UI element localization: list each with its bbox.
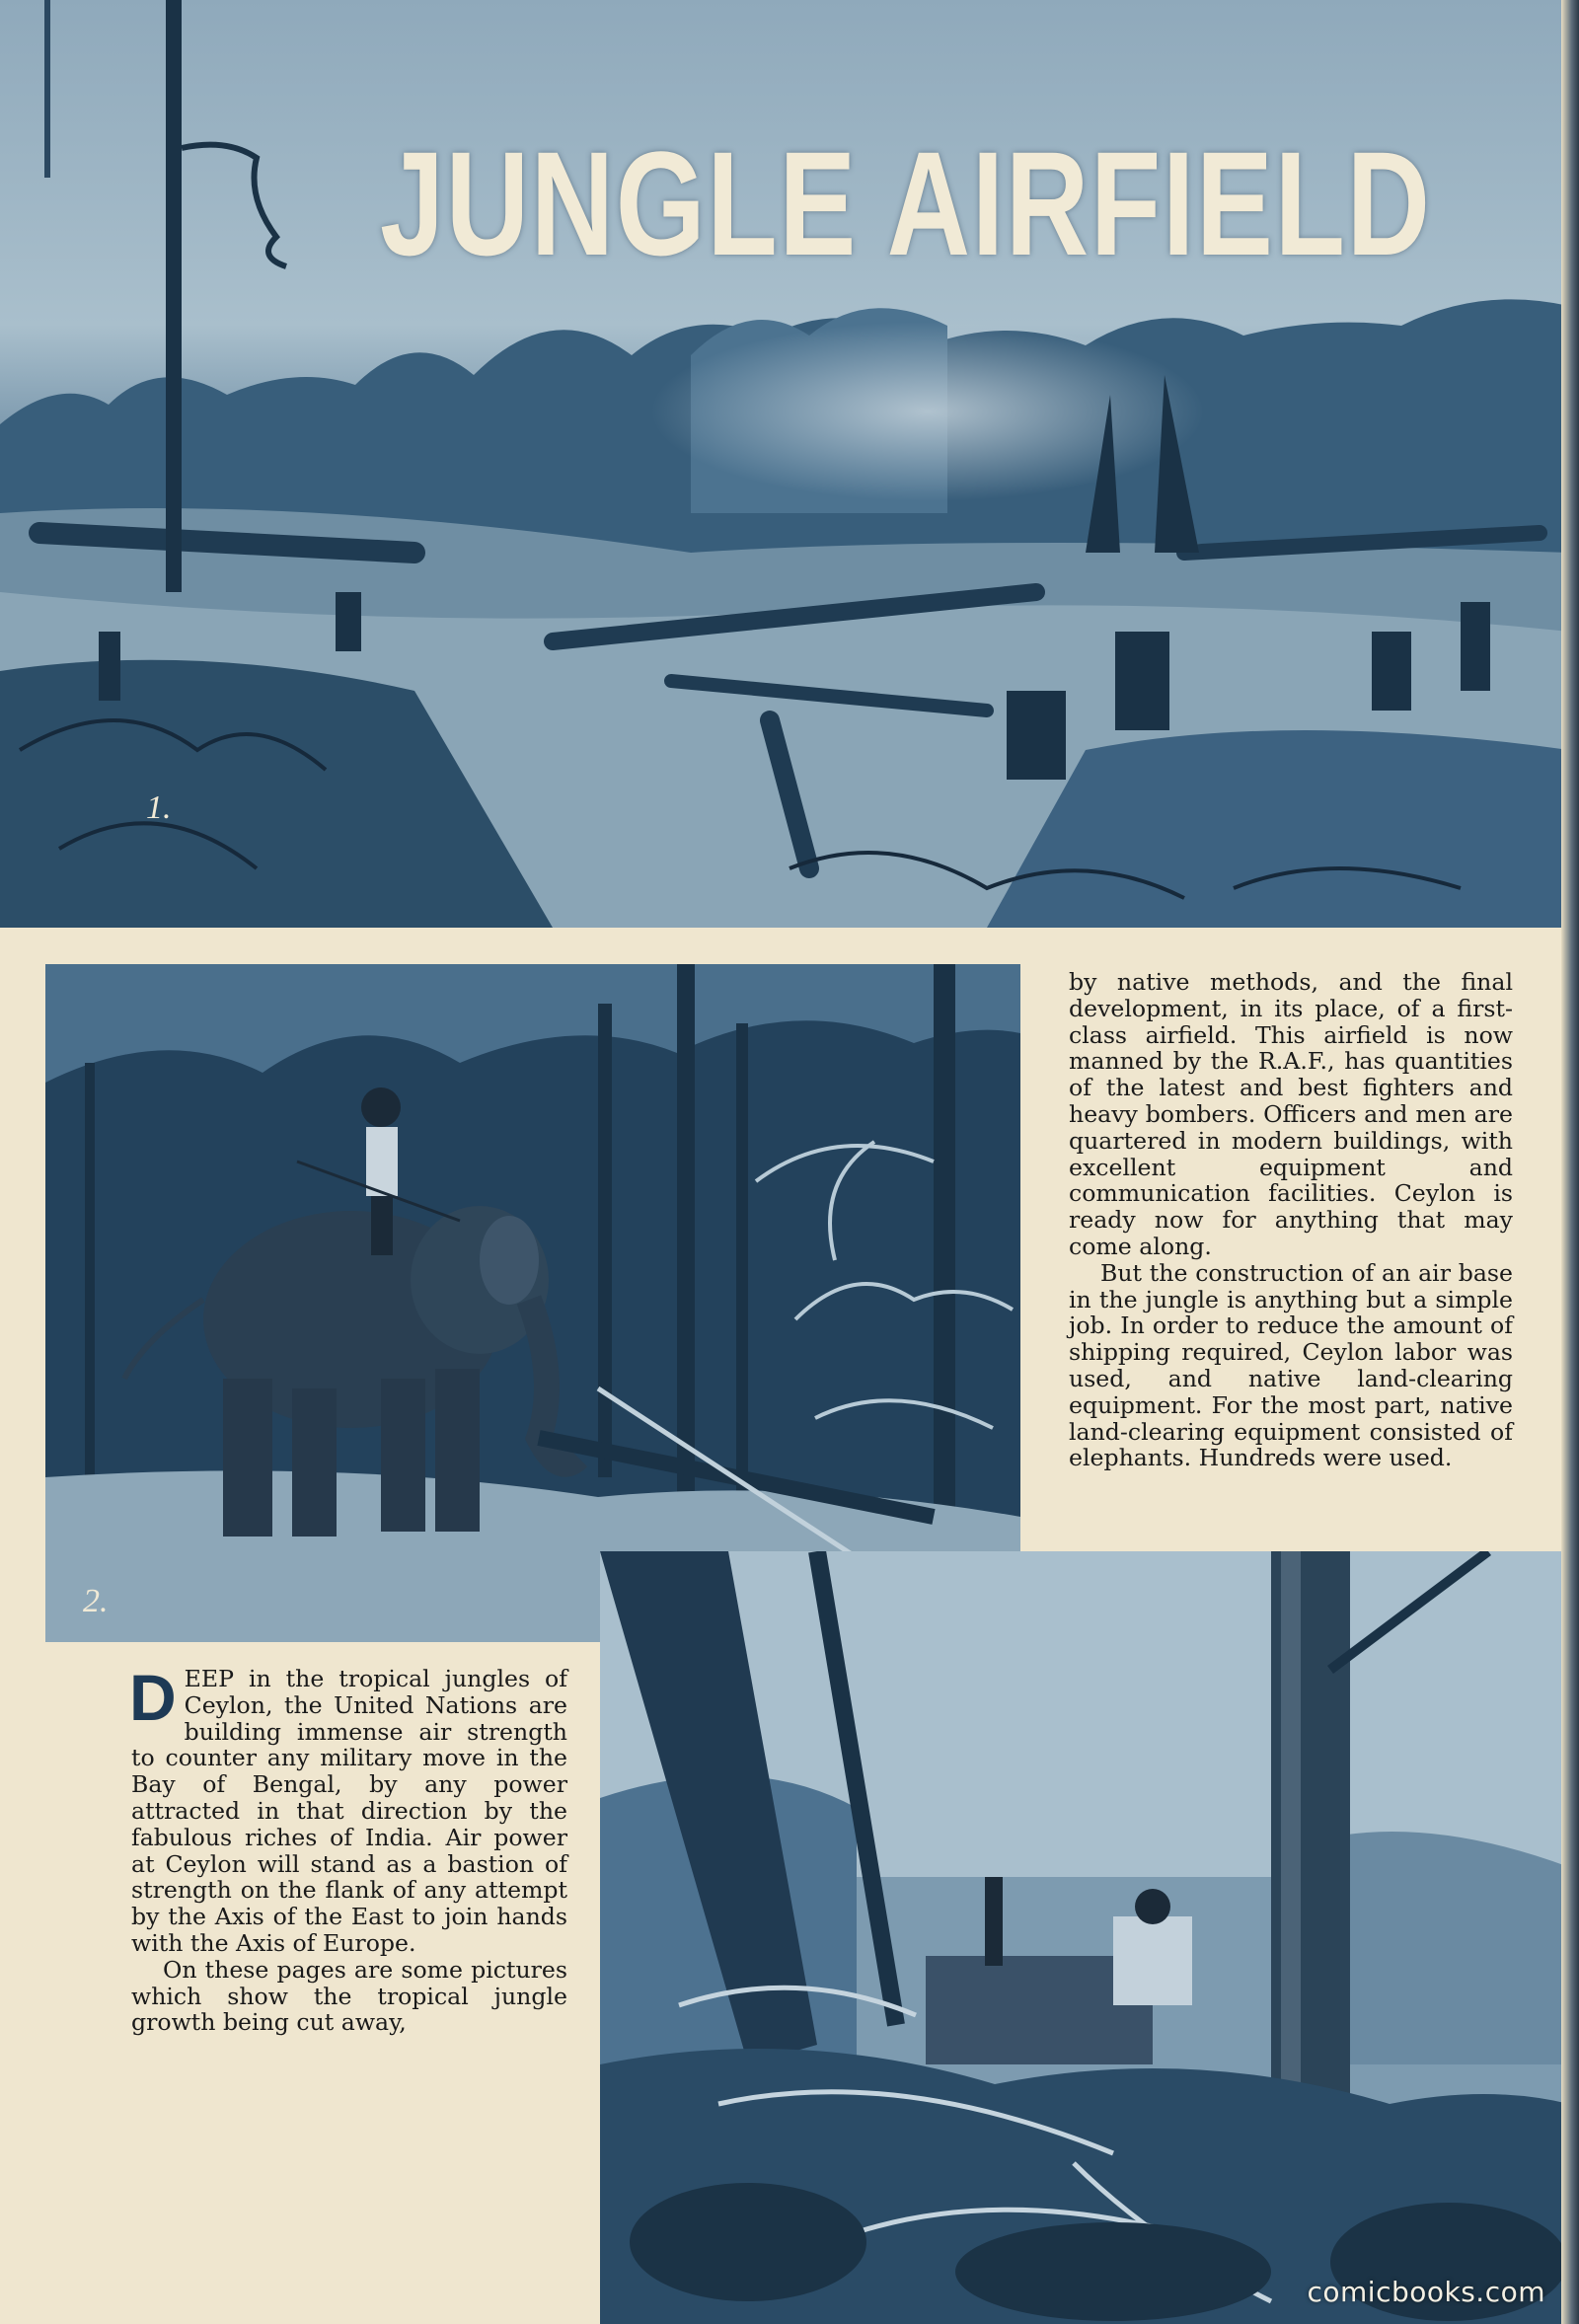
photo-number-1: 1. <box>146 789 172 826</box>
article-title: JUNGLE AIRFIELD <box>380 119 1432 286</box>
article-paragraph: But the construction of an air base in the jungle is anything but a simple job. In order to reduce the amount of shipping required, Ceylon labor was used, and native land-clearing equipment. For the most part, native land-clearing equipment consisted of elephants. Hundreds were used. <box>1069 1258 1513 1472</box>
photo-number-2: 2. <box>83 1583 109 1619</box>
article-right-column <box>1069 969 1513 1471</box>
tractor-clearing-trees-photo <box>600 1551 1569 2324</box>
watermark: comicbooks.com <box>1307 2276 1545 2308</box>
page-edge <box>1561 0 1579 2324</box>
article-paragraph: by native methods, and the final development, in its place, of a first-class airfield. This airfield is now manned by the R.A.F., has quantities of the latest and best fighters and heavy bombers. Officers and men are quartered in modern buildings, with excellent equipment and communication facilities. Ceylon is ready now for anything that may come along. <box>1069 968 1513 1260</box>
article-paragraph: EEP in the tropical jungles of Ceylon, the United Nations are building immense air strength to counter any military move in the Bay of Bengal, by any power attracted in that direction by the fabulous riches of India. Air power at Ceylon will stand as a bastion of strength on the flank of any attempt by the Axis of the East to join hands with the Axis of Europe. <box>131 1665 567 1957</box>
article-paragraph: On these pages are some pictures which show the tropical jungle growth being cut away, <box>131 1955 567 2037</box>
elephant-with-rider-photo <box>45 964 1020 1642</box>
drop-cap: D <box>129 1661 177 1734</box>
article-left-column <box>129 1661 567 2037</box>
